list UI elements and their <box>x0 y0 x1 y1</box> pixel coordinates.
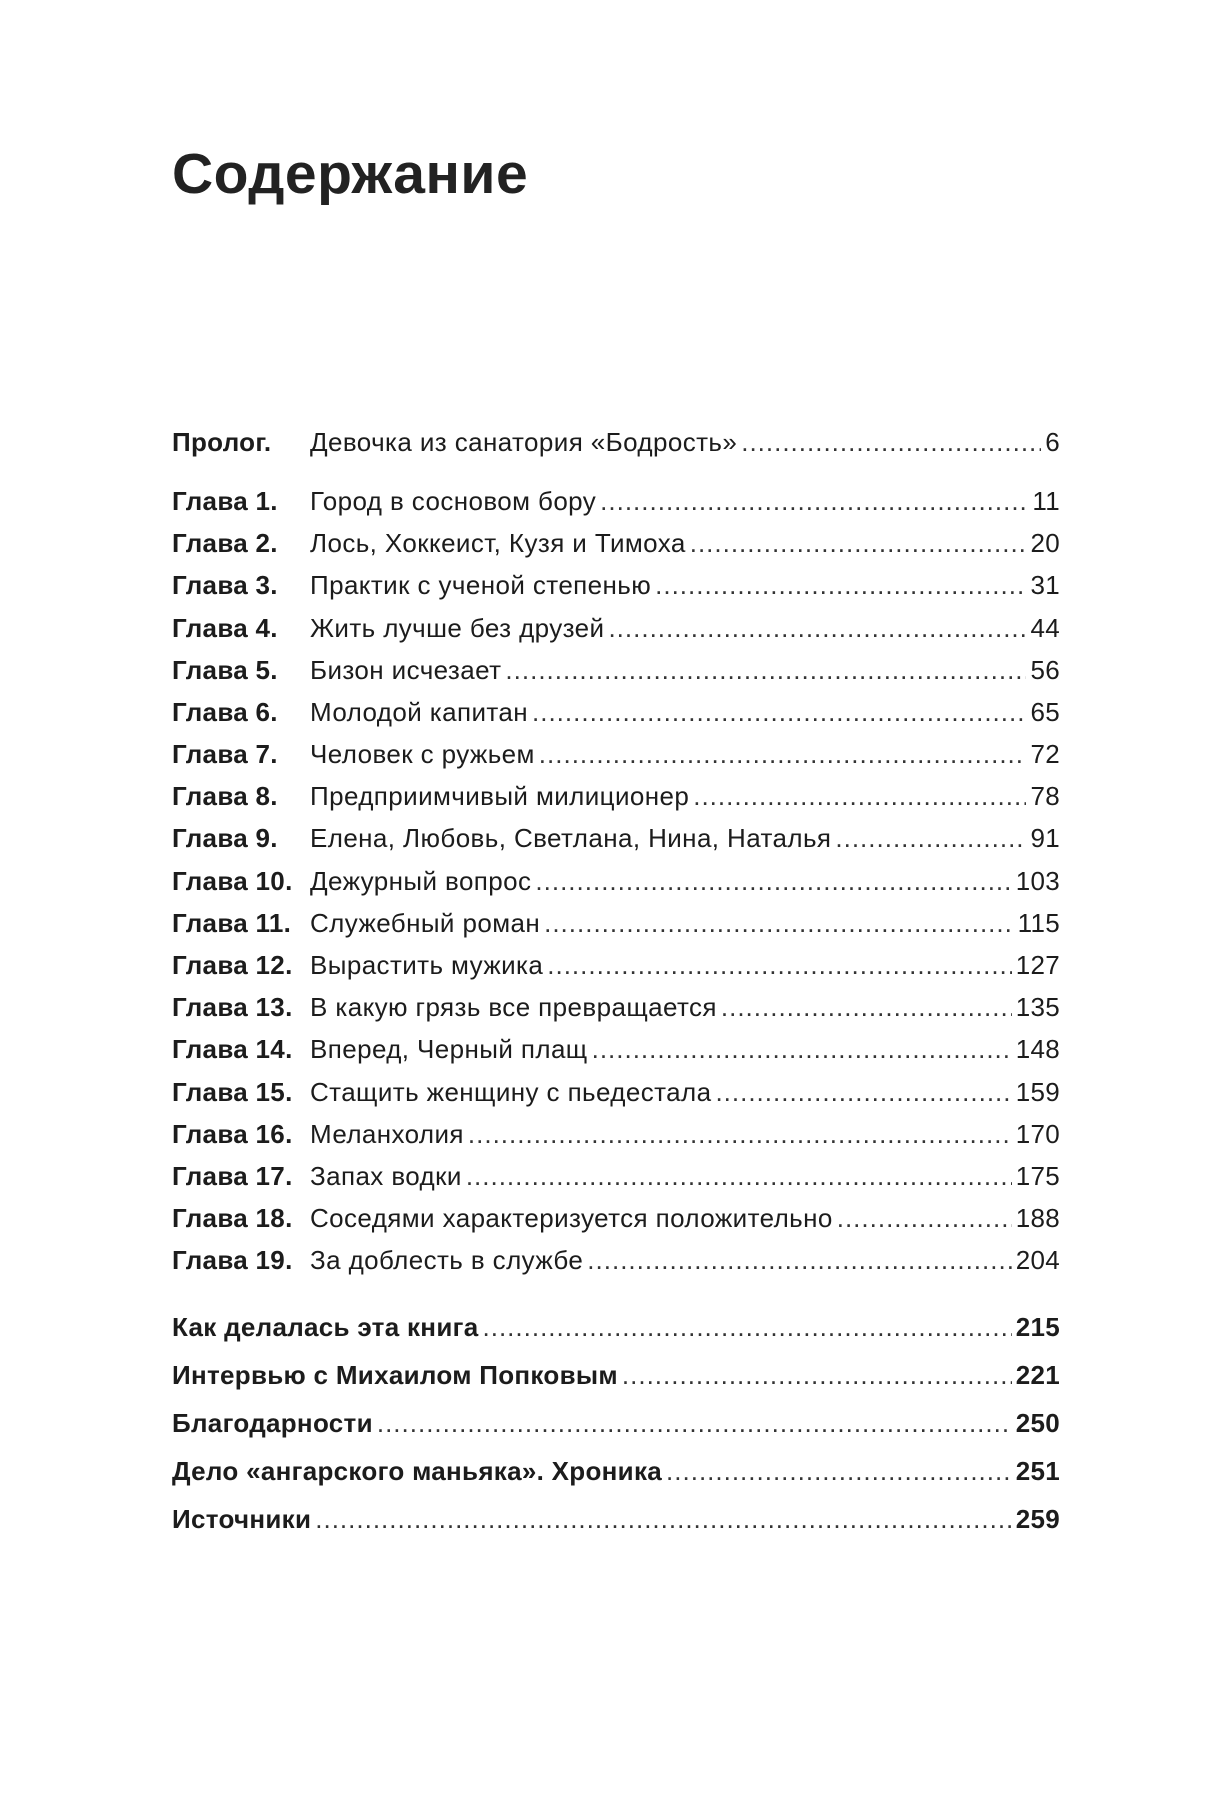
toc-entry-chapter-1[interactable] <box>172 482 1060 520</box>
toc-page-number: 221 <box>1015 1360 1060 1390</box>
toc-title: В какую грязь все превращается <box>310 992 717 1022</box>
toc-title: Вперед, Черный плащ <box>310 1034 588 1064</box>
dot-leader <box>600 482 1028 520</box>
dot-leader <box>741 423 1041 461</box>
dot-leader <box>532 693 1026 731</box>
toc-entry-chapter-15[interactable] <box>172 1073 1060 1111</box>
dot-leader <box>690 524 1027 562</box>
dot-leader <box>837 1199 1012 1237</box>
toc-page-number: 11 <box>1032 486 1060 516</box>
toc-title: Стащить женщину с пьедестала <box>310 1077 712 1107</box>
toc-page-number: 65 <box>1030 697 1060 727</box>
toc-label: Глава 1. <box>172 486 278 516</box>
toc-title: Лось, Хоккеист, Кузя и Тимоха <box>310 528 686 558</box>
toc-label: Глава 19. <box>172 1245 293 1275</box>
toc-title: Жить лучше без друзей <box>310 613 605 643</box>
toc-title: Предприимчивый милиционер <box>310 781 690 811</box>
dot-leader <box>592 1030 1012 1068</box>
toc-title: Девочка из санатория «Бодрость» <box>310 427 738 457</box>
toc-page-number: 56 <box>1030 655 1060 685</box>
toc-entry-back-matter[interactable] <box>172 1500 1060 1538</box>
toc-label: Глава 17. <box>172 1161 293 1191</box>
toc-entry-prologue[interactable] <box>172 423 1060 461</box>
dot-leader <box>666 1452 1012 1490</box>
dot-leader <box>608 609 1026 647</box>
toc-page-number: 115 <box>1017 908 1060 938</box>
toc-page-number: 135 <box>1015 992 1060 1022</box>
dot-leader <box>315 1500 1011 1538</box>
page-title: Содержание <box>172 142 529 206</box>
toc-entry-back-matter[interactable] <box>172 1356 1060 1394</box>
toc-label: Глава 8. <box>172 781 278 811</box>
toc-entry-chapter-6[interactable] <box>172 693 1060 731</box>
toc-title: Практик с ученой степенью <box>310 570 652 600</box>
dot-leader <box>505 651 1026 689</box>
toc-label: Глава 12. <box>172 950 293 980</box>
toc-entry-chapter-18[interactable] <box>172 1199 1060 1237</box>
dot-leader <box>539 735 1027 773</box>
toc-label: Глава 2. <box>172 528 278 558</box>
toc-label: Глава 6. <box>172 697 278 727</box>
toc-page-number: 31 <box>1030 570 1060 600</box>
toc-page-number: 159 <box>1015 1077 1060 1107</box>
toc-entry-chapter-10[interactable] <box>172 862 1060 900</box>
toc-label: Глава 18. <box>172 1203 293 1233</box>
dot-leader <box>466 1157 1012 1195</box>
dot-leader <box>544 904 1014 942</box>
toc-page-number: 215 <box>1015 1312 1060 1342</box>
toc-page-number: 78 <box>1030 781 1060 811</box>
toc-label: Глава 3. <box>172 570 278 600</box>
toc-title: Вырастить мужика <box>310 950 544 980</box>
toc-page-number: 20 <box>1030 528 1060 558</box>
toc-entry-chapter-8[interactable] <box>172 777 1060 815</box>
toc-label: Глава 9. <box>172 823 278 853</box>
dot-leader <box>377 1404 1012 1442</box>
toc-entry-chapter-13[interactable] <box>172 988 1060 1026</box>
toc-entry-chapter-5[interactable] <box>172 651 1060 689</box>
toc-label: Глава 5. <box>172 655 278 685</box>
toc-label: Глава 7. <box>172 739 278 769</box>
toc-page-number: 103 <box>1015 866 1060 896</box>
toc-title: Дело «ангарского маньяка». Хроника <box>172 1456 663 1486</box>
dot-leader <box>693 777 1026 815</box>
toc-page-number: 6 <box>1045 427 1060 457</box>
toc-entry-back-matter[interactable] <box>172 1308 1060 1346</box>
toc-page-number: 72 <box>1030 739 1060 769</box>
dot-leader <box>587 1241 1011 1279</box>
toc-entry-back-matter[interactable] <box>172 1404 1060 1442</box>
toc-entry-chapter-2[interactable] <box>172 524 1060 562</box>
toc-entry-chapter-12[interactable] <box>172 946 1060 984</box>
toc-entry-chapter-17[interactable] <box>172 1157 1060 1195</box>
toc-label: Глава 16. <box>172 1119 293 1149</box>
toc-page-number: 250 <box>1015 1408 1060 1438</box>
toc-title: Бизон исчезает <box>310 655 502 685</box>
toc-entry-chapter-9[interactable] <box>172 819 1060 857</box>
toc-page-number: 91 <box>1030 823 1060 853</box>
toc-title: Город в сосновом бору <box>310 486 597 516</box>
toc-entry-chapter-7[interactable] <box>172 735 1060 773</box>
toc-title: Елена, Любовь, Светлана, Нина, Наталья <box>310 823 832 853</box>
toc-label: Глава 4. <box>172 613 278 643</box>
toc-title: Человек с ружьем <box>310 739 535 769</box>
toc-title: Источники <box>172 1504 312 1534</box>
toc-entry-chapter-11[interactable] <box>172 904 1060 942</box>
toc-title: Дежурный вопрос <box>310 866 532 896</box>
toc-label: Глава 10. <box>172 866 293 896</box>
toc-page-number: 148 <box>1015 1034 1060 1064</box>
toc-entry-chapter-14[interactable] <box>172 1030 1060 1068</box>
toc-title: Интервью с Михаилом Попковым <box>172 1360 618 1390</box>
toc-page-number: 170 <box>1015 1119 1060 1149</box>
toc-title: Служебный роман <box>310 908 541 938</box>
toc-page-number: 175 <box>1015 1161 1060 1191</box>
dot-leader <box>835 819 1026 857</box>
toc-title: Запах водки <box>310 1161 462 1191</box>
toc-page-number: 44 <box>1030 613 1060 643</box>
toc-page-number: 188 <box>1015 1203 1060 1233</box>
toc-title: Соседями характеризуется положительно <box>310 1203 833 1233</box>
toc-entry-chapter-3[interactable] <box>172 566 1060 604</box>
dot-leader <box>715 1073 1011 1111</box>
toc-page-number: 127 <box>1015 950 1060 980</box>
toc-title: Благодарности <box>172 1408 373 1438</box>
toc-entry-chapter-19[interactable] <box>172 1241 1060 1279</box>
toc-page-number: 204 <box>1015 1245 1060 1275</box>
dot-leader <box>622 1356 1012 1394</box>
toc-label: Глава 13. <box>172 992 293 1022</box>
toc-title: За доблесть в службе <box>310 1245 584 1275</box>
toc-entry-chapter-16[interactable] <box>172 1115 1060 1153</box>
dot-leader <box>483 1308 1012 1346</box>
toc-label: Глава 14. <box>172 1034 293 1064</box>
dot-leader <box>721 988 1012 1026</box>
toc-label: Глава 15. <box>172 1077 293 1107</box>
dot-leader <box>655 566 1026 604</box>
toc-title: Меланхолия <box>310 1119 464 1149</box>
dot-leader <box>547 946 1011 984</box>
toc-label: Пролог. <box>172 427 272 457</box>
toc-label: Глава 11. <box>172 908 292 938</box>
toc-page-number: 259 <box>1015 1504 1060 1534</box>
toc-page-number: 251 <box>1015 1456 1060 1486</box>
toc-entry-chapter-4[interactable] <box>172 609 1060 647</box>
dot-leader <box>468 1115 1012 1153</box>
toc-title: Как делалась эта книга <box>172 1312 479 1342</box>
toc-title: Молодой капитан <box>310 697 529 727</box>
dot-leader <box>535 862 1011 900</box>
toc-entry-back-matter[interactable] <box>172 1452 1060 1490</box>
